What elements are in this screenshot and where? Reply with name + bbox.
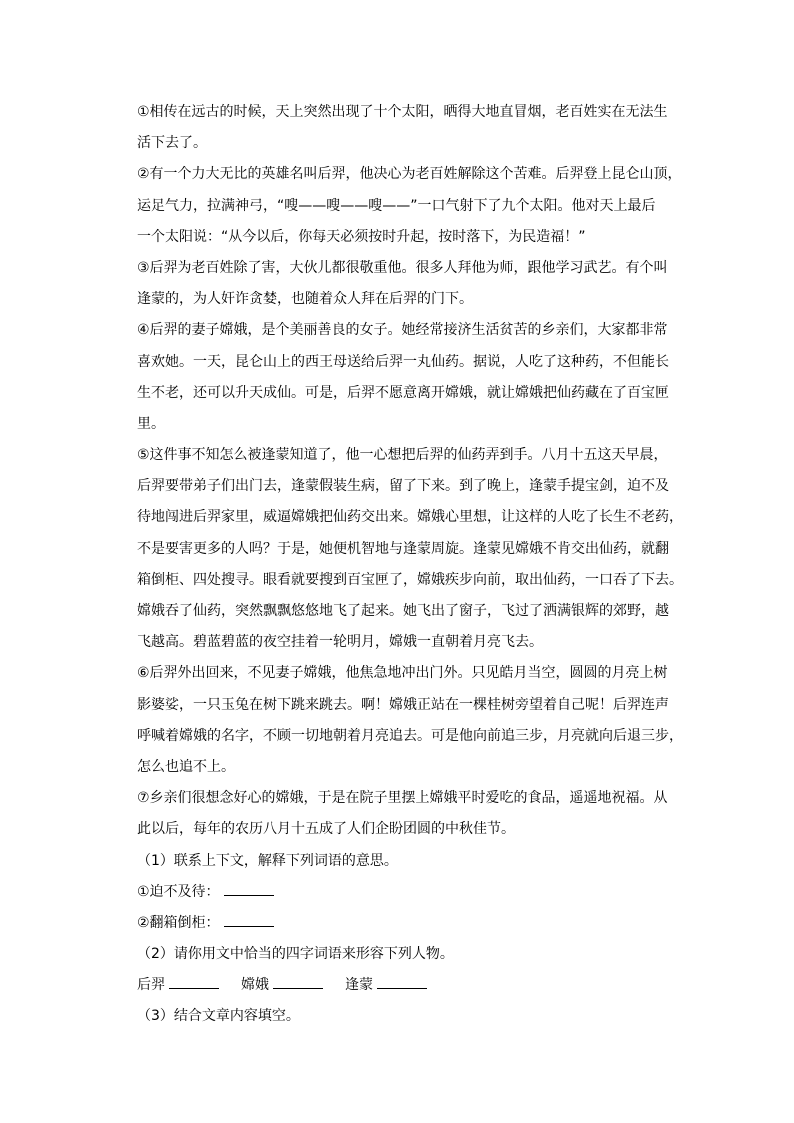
paragraph-line: 后羿要带弟子们出门去，逢蒙假装生病，留了下来。到了晚上，逢蒙手提宝剑，迫不及: [137, 478, 669, 495]
answer-blank[interactable]: [273, 976, 323, 989]
paragraph-line: ⑦乡亲们很想念好心的嫦娥，于是在院子里摆上嫦娥平时爱吃的食品，遥遥地祝福。从: [137, 790, 668, 807]
paragraph-line: ④后羿的妻子嫦娥，是个美丽善良的女子。她经常接济生活贫苦的乡亲们，大家都非常: [137, 322, 668, 339]
paragraph-line: ③后羿为老百姓除了害，大伙儿都很敬重他。很多人拜他为师，跟他学习武艺。有个叫: [137, 259, 668, 276]
paragraph-line: 一个太阳说：“从今以后，你每天必须按时升起，按时落下，为民造福！”: [137, 228, 586, 245]
answer-blank[interactable]: [377, 976, 427, 989]
paragraph-line: 不是要害更多的人吗？于是，她便机智地与逢蒙周旋。逢蒙见嫦娥不肯交出仙药，就翻: [137, 540, 669, 557]
character-label: 嫦娥: [241, 977, 269, 994]
paragraph-line: 呼喊着嫦娥的名字，不顾一切地朝着月亮追去。可是他向前追三步，月亮就向后退三步，: [137, 727, 683, 744]
passage: [137, 97, 697, 846]
paragraph: [137, 440, 697, 658]
character-label: 后羿: [137, 977, 165, 994]
paragraph-line: 飞越高。碧蓝碧蓝的夜空挂着一轮明月，嫦娥一直朝着月亮飞去。: [137, 634, 543, 651]
character-label: 逢蒙: [345, 977, 373, 994]
item-label: ②翻箱倒柜：: [137, 914, 220, 931]
questions: [137, 846, 697, 1033]
paragraph-line: 运足气力，拉满神弓，“嗖——嗖——嗖——”一口气射下了九个太阳。他对天上最后: [137, 197, 656, 214]
paragraph-line: 怎么也追不上。: [137, 758, 235, 775]
paragraph-line: 此以后，每年的农历八月十五成了人们企盼团圆的中秋佳节。: [137, 821, 515, 838]
paragraph-line: ⑥后羿外出回来，不见妻子嫦娥，他焦急地冲出门外。只见皓月当空，圆圆的月亮上树: [137, 665, 668, 682]
paragraph-line: 待地闯进后羿家里，威逼嫦娥把仙药交出来。嫦娥心里想，让这样的人吃了长生不老药，: [137, 509, 683, 526]
paragraph-line: 喜欢她。一天，昆仑山上的西王母送给后羿一丸仙药。据说，人吃了这种药，不但能长: [137, 353, 669, 370]
paragraph: [137, 253, 697, 315]
paragraph-line: 影婆娑，一只玉兔在树下跳来跳去。啊！嫦娥正站在一棵桂树旁望着自己呢！后羿连声: [137, 696, 669, 713]
question-1-item: [137, 877, 697, 908]
question-1-item: [137, 908, 697, 939]
paragraph-line: ②有一个力大无比的英雄名叫后羿，他决心为老百姓解除这个苦难。后羿登上昆仑山顶，: [137, 166, 682, 183]
paragraph: [137, 783, 697, 845]
paragraph-line: 箱倒柜、四处搜寻。眼看就要搜到百宝匣了，嫦娥疾步向前，取出仙药，一口吞了下去。: [137, 571, 683, 588]
question-1-prompt: （1）联系上下文，解释下列词语的意思。: [137, 852, 398, 869]
document-page: [137, 97, 697, 1033]
paragraph-line: 活下去了。: [137, 135, 207, 152]
question-2-prompt: （2）请你用文中恰当的四字词语来形容下列人物。: [137, 946, 454, 963]
answer-blank[interactable]: [224, 914, 274, 927]
paragraph: [137, 315, 697, 440]
paragraph-line: 里。: [137, 415, 165, 432]
paragraph-line: ①相传在远古的时候，天上突然出现了十个太阳，晒得大地直冒烟，老百姓实在无法生: [137, 104, 668, 120]
answer-blank[interactable]: [169, 976, 219, 989]
paragraph: [137, 658, 697, 783]
paragraph-line: 嫦娥吞了仙药，突然飘飘悠悠地飞了起来。她飞出了窗子，飞过了洒满银辉的郊野，越: [137, 603, 669, 619]
paragraph-line: ⑤这件事不知怎么被逢蒙知道了，他一心想把后羿的仙药弄到手。八月十五这天早晨，: [137, 447, 668, 464]
item-label: ①迫不及待：: [137, 883, 220, 900]
paragraph: [137, 159, 697, 253]
question-2-items: [137, 970, 697, 1001]
answer-blank[interactable]: [224, 883, 274, 896]
paragraph: [137, 97, 697, 159]
paragraph-line: 生不老，还可以升天成仙。可是，后羿不愿意离开嫦娥，就让嫦娥把仙药藏在了百宝匣: [137, 384, 669, 401]
question-3-prompt: （3）结合文章内容填空。: [137, 1008, 300, 1025]
paragraph-line: 逢蒙的，为人奸诈贪婪，也随着众人拜在后羿的门下。: [137, 291, 473, 308]
